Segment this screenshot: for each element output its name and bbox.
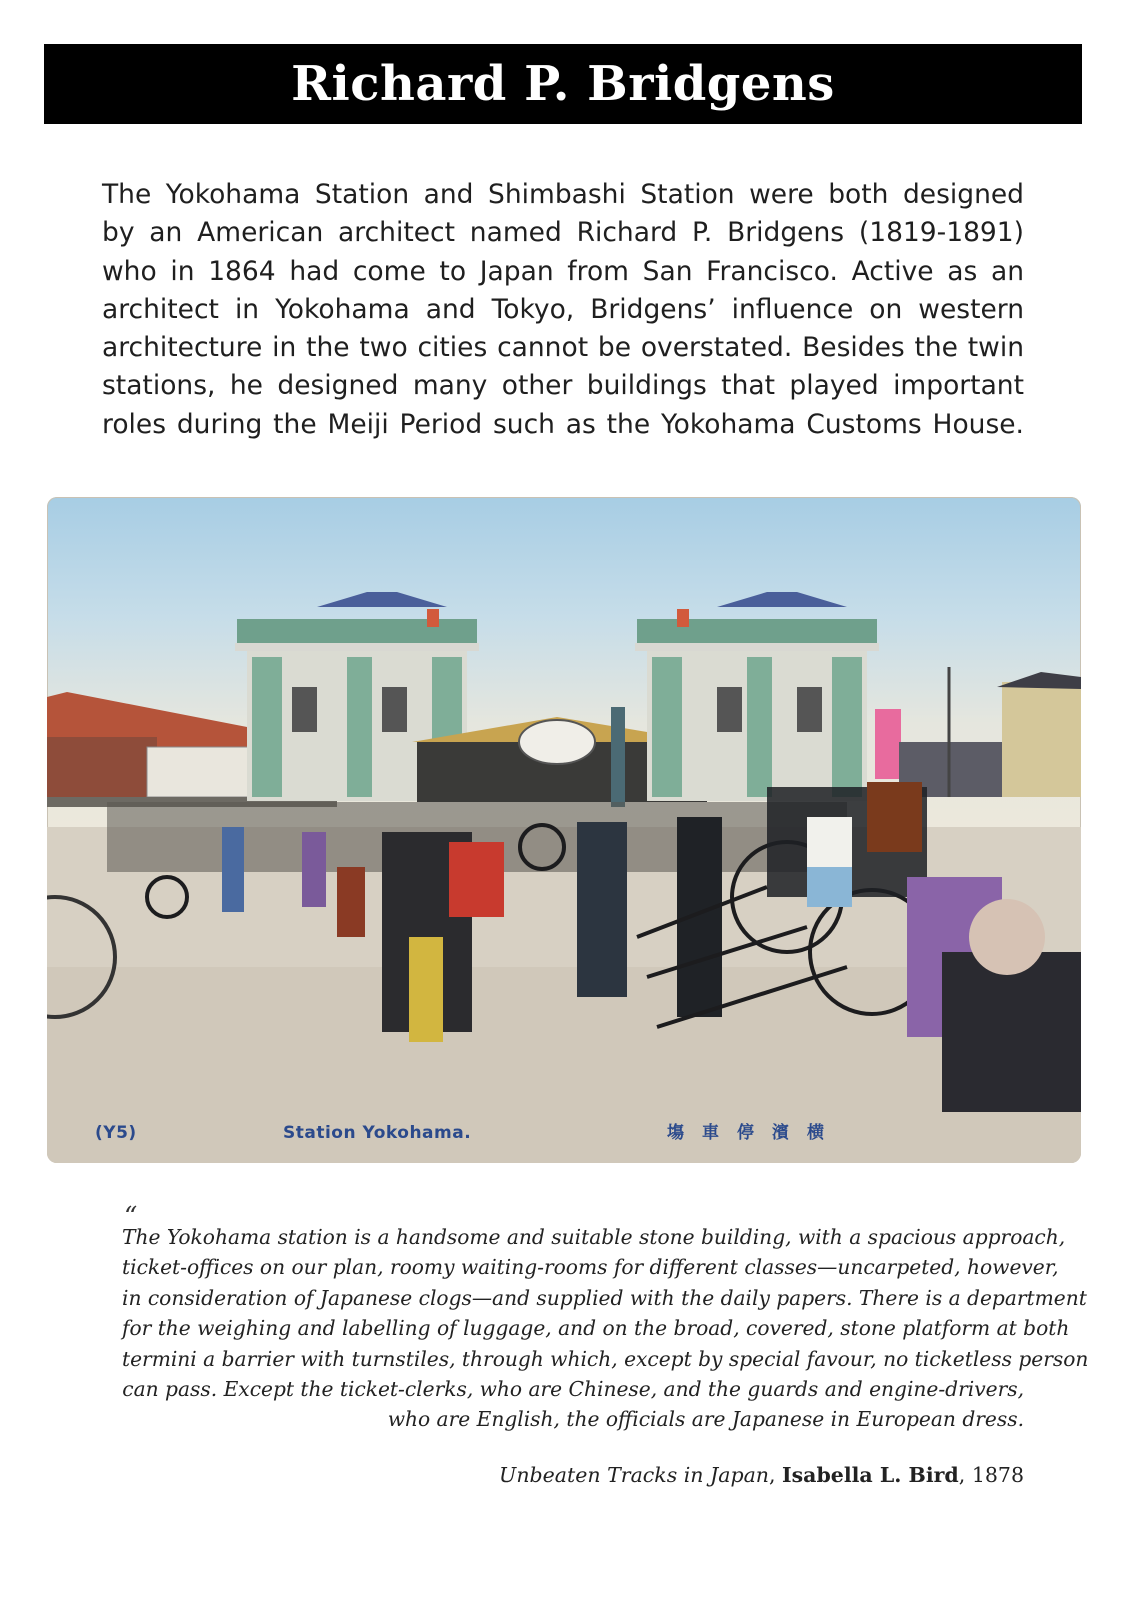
intro-line: roles during the Meiji Period such as the Yokohama Customs House. [102,408,1024,440]
intro-line: The Yokohama Station and Shimbashi Station were both designed [102,179,1024,210]
intro-paragraph [102,176,1024,444]
quote-line: ticket-offices on our plan, roomy waiting-rooms for different classes—uncarpeted, however, [122,1255,1059,1280]
source-separator: , [769,1463,783,1487]
source-book-title: Unbeaten Tracks in Japan [499,1463,769,1487]
intro-line: architect in Yokohama and Tokyo, Bridgens’ influence on western [102,293,1024,325]
source-separator: , [958,1463,972,1487]
source-year: 1878 [971,1463,1024,1487]
quote-source [499,1463,1024,1487]
quote-line: termini a barrier with turnstiles, through which, except by special favour, no ticketless person [122,1346,1089,1371]
postcard-caption: Station Yokohama. [283,1123,472,1143]
postcard-code: (Y5) [95,1123,137,1143]
intro-line: who in 1864 had come to Japan from San Francisco. Active as an [102,255,1024,287]
source-author: Isabella L. Bird [782,1463,959,1487]
title-bar [44,44,1082,124]
page-title: Richard P. Bridgens [291,56,835,112]
intro-line: stations, he designed many other buildings that played important [102,370,1024,402]
quote-open-mark: “ [124,1202,138,1232]
intro-line: architecture in the two cities cannot be overstated. Besides the twin [102,332,1024,364]
quote-line: in consideration of Japanese clogs—and supplied with the daily papers. There is a department [122,1285,1087,1310]
quote-block [122,1222,1089,1435]
station-illustration [47,497,1081,1163]
quote-line: The Yokohama station is a handsome and suitable stone building, with a spacious approach, [122,1225,1066,1249]
postcard-image [47,497,1081,1163]
quote-line: who are English, the officials are Japanese in European dress. [387,1407,1024,1432]
quote-line: for the weighing and labelling of luggage, and on the broad, covered, stone platform at both [122,1316,1070,1341]
quote-line: can pass. Except the ticket-clerks, who are Chinese, and the guards and engine-drivers, [122,1377,1024,1402]
intro-line: by an American architect named Richard P. Bridgens (1819-1891) [102,217,1024,249]
postcard-japanese-caption: 塲車停濱横 [667,1123,842,1143]
